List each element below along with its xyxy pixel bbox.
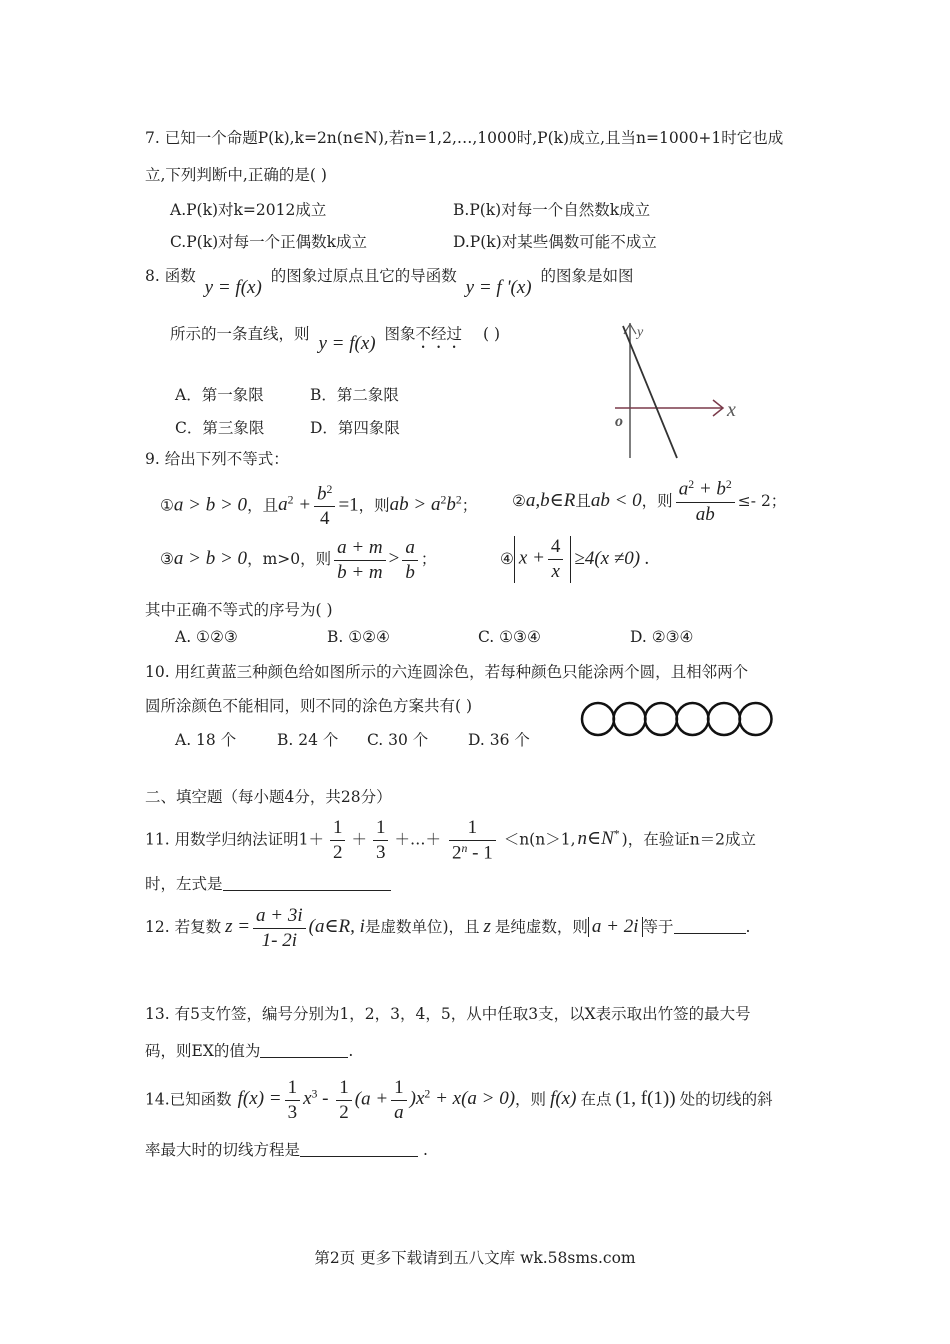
- q8-option-a: A．第一象限: [175, 386, 264, 404]
- graph-y-label: y: [637, 325, 644, 340]
- q9-item2-circle: ②: [512, 492, 526, 510]
- page-footer: 第2页 更多下载请到五八文库 wk.58sms.com: [314, 1249, 636, 1267]
- q9-item1-then: ，则: [358, 496, 390, 515]
- q10-option-d: D. 36 个: [468, 731, 530, 749]
- q9-item3-m: ，m>0，则: [247, 550, 332, 568]
- q9-item2-concl: ≤- 2；: [737, 492, 787, 510]
- q11-line2: 时，左式是: [145, 872, 391, 894]
- q7-option-d: D.P(k)对某些偶数可能不成立: [453, 233, 657, 251]
- q9-item1-semicolon: ；: [461, 496, 478, 515]
- q9-item3-frac-left: $\frac{a + m}{b + m}$: [334, 537, 386, 584]
- q11-cond: n∈N*: [577, 828, 620, 850]
- graph-origin-label: o: [615, 413, 623, 430]
- q9-item1-eq: =1: [338, 494, 359, 516]
- q11-prefix: 11. 用数学归纳法证明1＋: [145, 830, 324, 849]
- chain-circle: [645, 703, 677, 735]
- q14-answer-blank[interactable]: [300, 1141, 418, 1158]
- chain-circle: [708, 703, 740, 735]
- q9-option-d: D. ②③④: [630, 628, 694, 646]
- q8-func-2: y = f(x): [318, 333, 376, 354]
- q9-item1-circle: ①: [160, 496, 174, 515]
- chain-circle: [614, 703, 646, 735]
- q9-option-a: A. ①②③: [175, 628, 238, 646]
- q10-option-b: B. 24 个: [277, 731, 339, 749]
- q12-cond: (a∈R, i: [308, 916, 365, 937]
- q8-option-c: C．第三象限: [175, 419, 265, 437]
- q9-item1-a2: $a^2$: [278, 494, 294, 516]
- q10-line2: 圆所涂颜色不能相同，则不同的涂色方案共有( ): [145, 697, 473, 715]
- q9-item4-circle: ④: [500, 550, 514, 568]
- q13-answer-blank[interactable]: [260, 1042, 348, 1059]
- section-2-title: 二、填空题（每小题4分，共28分）: [145, 788, 392, 806]
- q8-option-b: B．第二象限: [310, 386, 399, 404]
- q9-item-3: ③a > b > 0，m>0，则 $\frac{a + m}{b + m}$ > $\frac{a}{b}$ ；: [160, 536, 437, 583]
- q9-item2-and: 且: [575, 492, 591, 510]
- q11-answer-blank[interactable]: [223, 875, 391, 892]
- q9-item1-and: ，且: [247, 496, 279, 515]
- chain-circle: [582, 703, 614, 735]
- q9-option-b: B. ①②④: [327, 628, 390, 646]
- q7-option-b: B.P(k)对每一个自然数k成立: [453, 201, 651, 219]
- q9-option-c: C. ①③④: [478, 628, 541, 646]
- q10-line1: 10. 用红黄蓝三种颜色给如图所示的六连圆涂色，若每种颜色只能涂两个圆，且相邻两个: [145, 663, 749, 681]
- q9-item1-concl: ab > $a^2b^2$: [389, 494, 462, 516]
- graph-x-label: x: [727, 399, 736, 421]
- q9-item-1: ①a > b > 0，且$a^2$ + $\frac{b^2}{4}$ =1，则ab > $a^2b^2$；: [160, 482, 478, 530]
- chain-circle: [677, 703, 709, 735]
- q9-item3-cond: a > b > 0: [173, 548, 248, 569]
- q9-item-4: ④ x + $\frac{4}{x}$ ≥4(x ≠0) .: [500, 536, 650, 583]
- q7-option-c: C.P(k)对每一个正偶数k成立: [170, 233, 368, 251]
- q9-item3-frac-right: $\frac{a}{b}$: [402, 537, 418, 584]
- q9-item4-rest: ≥4(x ≠0) .: [574, 548, 650, 569]
- q9-item1-cond: a > b > 0: [173, 494, 248, 516]
- q8-line2-mid: 图象: [384, 325, 416, 343]
- chain-circle: [740, 703, 772, 735]
- q14-line1: 14.已知函数 f(x) = $\frac{1}{3}$ $x^3$ - $\frac{1}{2}$ (a + $\frac{1}{a}$ )$x^2 + x(a > 0)$，则 f(x) 在点 (1, f(1)) 处的切线的斜: [145, 1077, 773, 1123]
- q9-item2-then: ，则: [641, 492, 673, 510]
- q14-prefix: 14.已知函数: [145, 1090, 232, 1109]
- q12-prefix: 12. 若复数: [145, 918, 222, 936]
- q8-line2-prefix: 所示的一条直线，则: [170, 325, 310, 343]
- q8-option-d: D．第四象限: [310, 419, 400, 437]
- q10-six-circles: [578, 698, 774, 740]
- q13-line1: 13. 有5支竹签，编号分别为1，2，3，4，5，从中任取3支，以X表示取出竹签的最大号: [145, 1005, 751, 1023]
- q8-prefix: 8. 函数: [145, 267, 196, 285]
- q8-mid: 的图象过原点且它的导函数: [270, 267, 457, 285]
- q7-option-a: A.P(k)对k=2012成立: [170, 201, 327, 219]
- q8-line2: [170, 322, 500, 352]
- q8-emphasis: 不经过: [415, 325, 463, 343]
- q12-abs: a + 2i: [588, 917, 643, 937]
- q13-line2: 码，则EX的值为 .: [145, 1042, 354, 1060]
- q12-fraction: $\frac{a + 3i}{1- 2i}$: [253, 905, 306, 952]
- q8-paren: ( ): [482, 325, 501, 343]
- q9-item2-fraction: $\frac{a^2 + b^2}{ab}$: [676, 478, 735, 525]
- q11-line1: 11. 用数学归纳法证明1＋ $\frac{1}{2}$ ＋ $\frac{1}{3}$ ＋…＋ $\frac{1}{2^n - 1}$ ＜n(n＞1, n∈N* )，在验证n＝2成立: [145, 816, 757, 864]
- q8-line1: [145, 264, 634, 298]
- q10-option-a: A. 18 个: [175, 731, 237, 749]
- q8-suffix: 的图象是如图: [540, 267, 634, 285]
- q8-derivative: y = f '(x): [465, 277, 532, 298]
- q7-line1: 7. 已知一个命题P(k),k=2n(n∈N),若n=1,2,…,1000时,P(k)成立,且当n=1000+1时它也成: [145, 129, 784, 147]
- graph-derivative-line: [623, 326, 677, 458]
- q8-derivative-graph: [605, 318, 745, 463]
- q10-option-c: C. 30 个: [367, 731, 429, 749]
- q11-tail: )，在验证n＝2成立: [621, 830, 757, 849]
- q9-item3-semicolon: ；: [420, 550, 437, 568]
- q7-line2: 立,下列判断中,正确的是( ): [145, 166, 327, 184]
- q12-line: 12. 若复数 z = $\frac{a + 3i}{1- 2i}$ (a∈R, i是虚数单位)，且 z 是纯虚数，则 a + 2i 等于 .: [145, 904, 751, 951]
- q8-func-1: y = f(x): [204, 277, 262, 298]
- q9-item-2: [512, 474, 786, 528]
- q9-title: 9. 给出下列不等式：: [145, 450, 289, 468]
- q9-item3-circle: ③: [160, 550, 174, 568]
- q12-answer-blank[interactable]: [674, 918, 746, 935]
- q9-ask: 其中正确不等式的序号为( ): [145, 601, 333, 619]
- q9-item2-ab: ab < 0: [590, 490, 642, 511]
- q11-lt: ＜n(n＞1,: [503, 830, 576, 849]
- q9-item2-cond: a,b∈R: [525, 490, 576, 511]
- q14-line2: 率最大时的切线方程是 .: [145, 1141, 428, 1159]
